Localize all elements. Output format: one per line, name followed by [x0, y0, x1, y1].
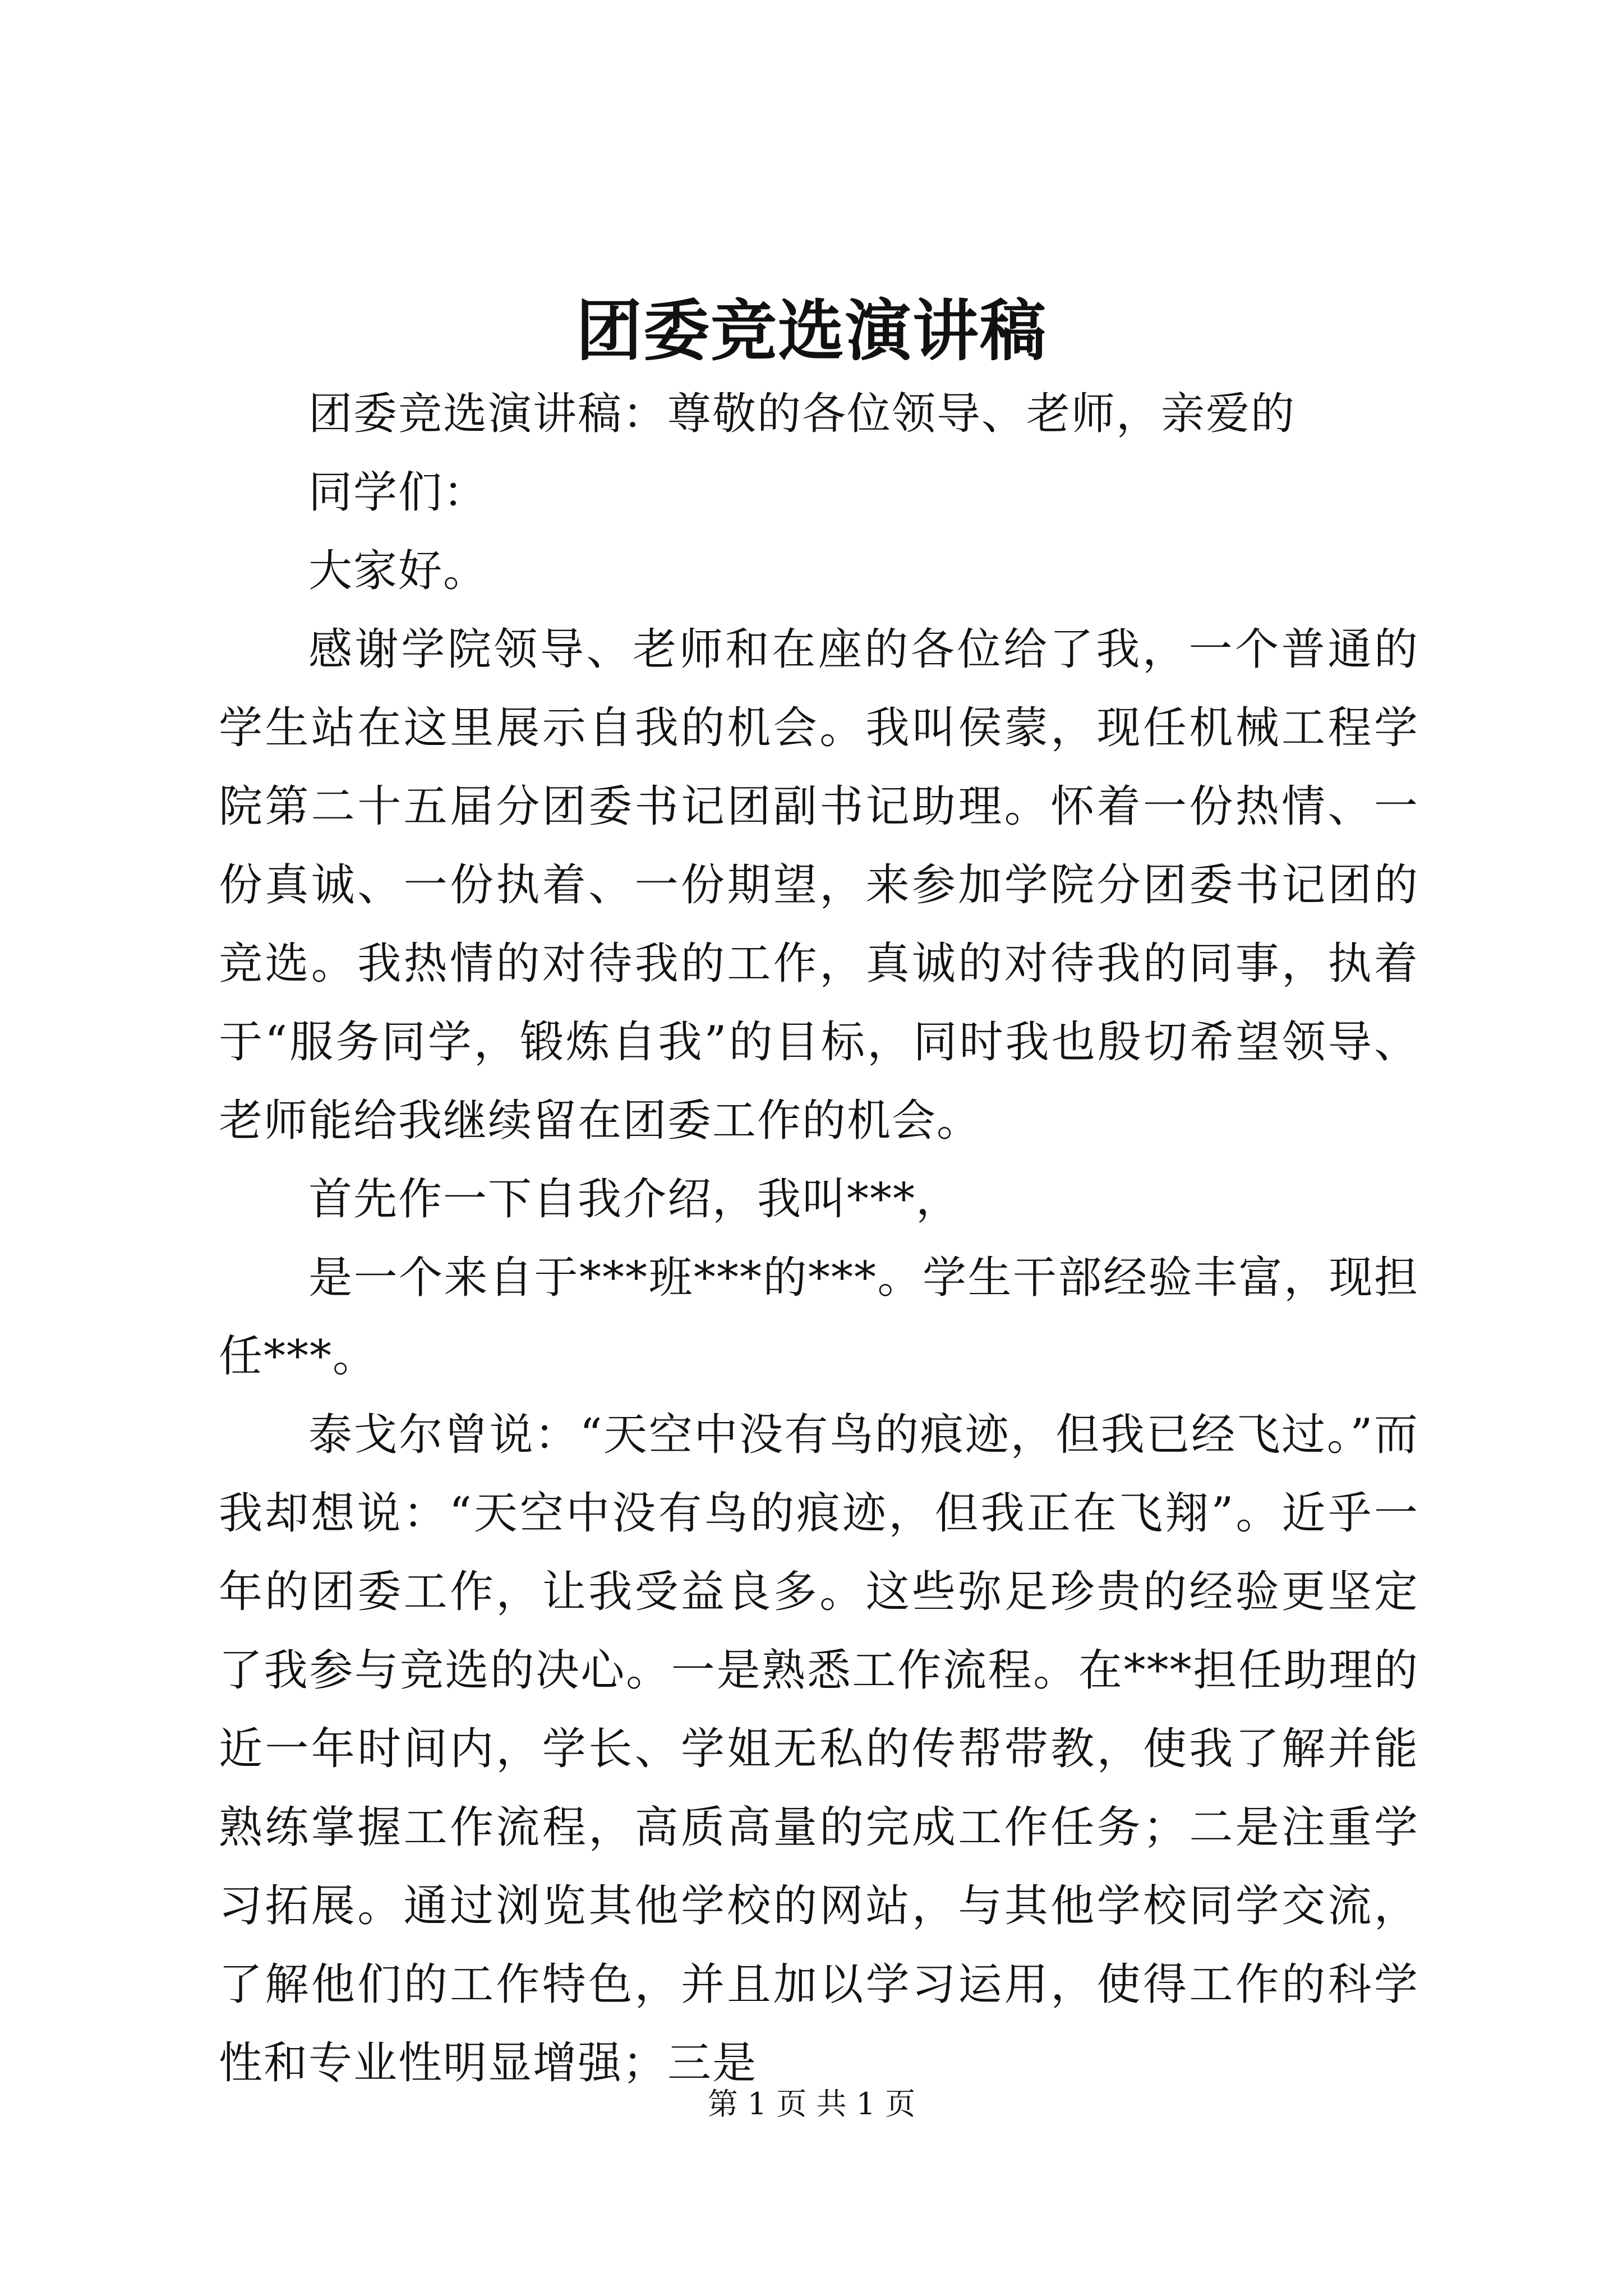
paragraph-introduction: 首先作一下自我介绍，我叫***，	[308, 1174, 961, 1225]
paragraph-greeting: 大家好。	[308, 546, 488, 596]
paragraph-addressee: 同学们：	[308, 467, 488, 518]
document-title: 团委竞选演讲稿	[575, 292, 1047, 370]
paragraph-salutation: 团委竞选演讲稿：尊敬的各位领导、老师，亲爱的	[308, 389, 1296, 439]
document-body	[219, 375, 1419, 2102]
paragraph-thanks: 感谢学院领导、老师和在座的各位给了我，一个普通的学生站在这里展示自我的机会。我叫侯蒙，现任机械工程学院第二十五届分团委书记团副书记助理。怀着一份热情、一份真诚、一份执着、一份期望，来参加学院分团委书记团的竞选。我热情的对待我的工作，真诚的对待我的同事，执着于“服务同学，锻炼自我”的目标，同时我也殷切希望领导、老师能给我继续留在团委工作的机会。	[219, 624, 1419, 1146]
paragraph-background: 是一个来自于***班***的***。学生干部经验丰富，现担任***。	[219, 1253, 1419, 1382]
paragraph-experience: 泰戈尔曾说：“天空中没有鸟的痕迹，但我已经飞过。”而我却想说：“天空中没有鸟的痕迹，但我正在飞翔”。近乎一年的团委工作，让我受益良多。这些弥足珍贵的经验更坚定了我参与竞选的决心。一是熟悉工作流程。在***担任助理的近一年时间内，学长、学姐无私的传帮带教，使我了解并能熟练掌握工作流程，高质高量的完成工作任务；二是注重学习拓展。通过浏览其他学校的网站，与其他学校同学交流，了解他们的工作特色，并且加以学习运用，使得工作的科学性和专业性明显增强；三是	[219, 1410, 1419, 2088]
page-footer: 第 1 页 共 1 页	[707, 2086, 916, 2122]
